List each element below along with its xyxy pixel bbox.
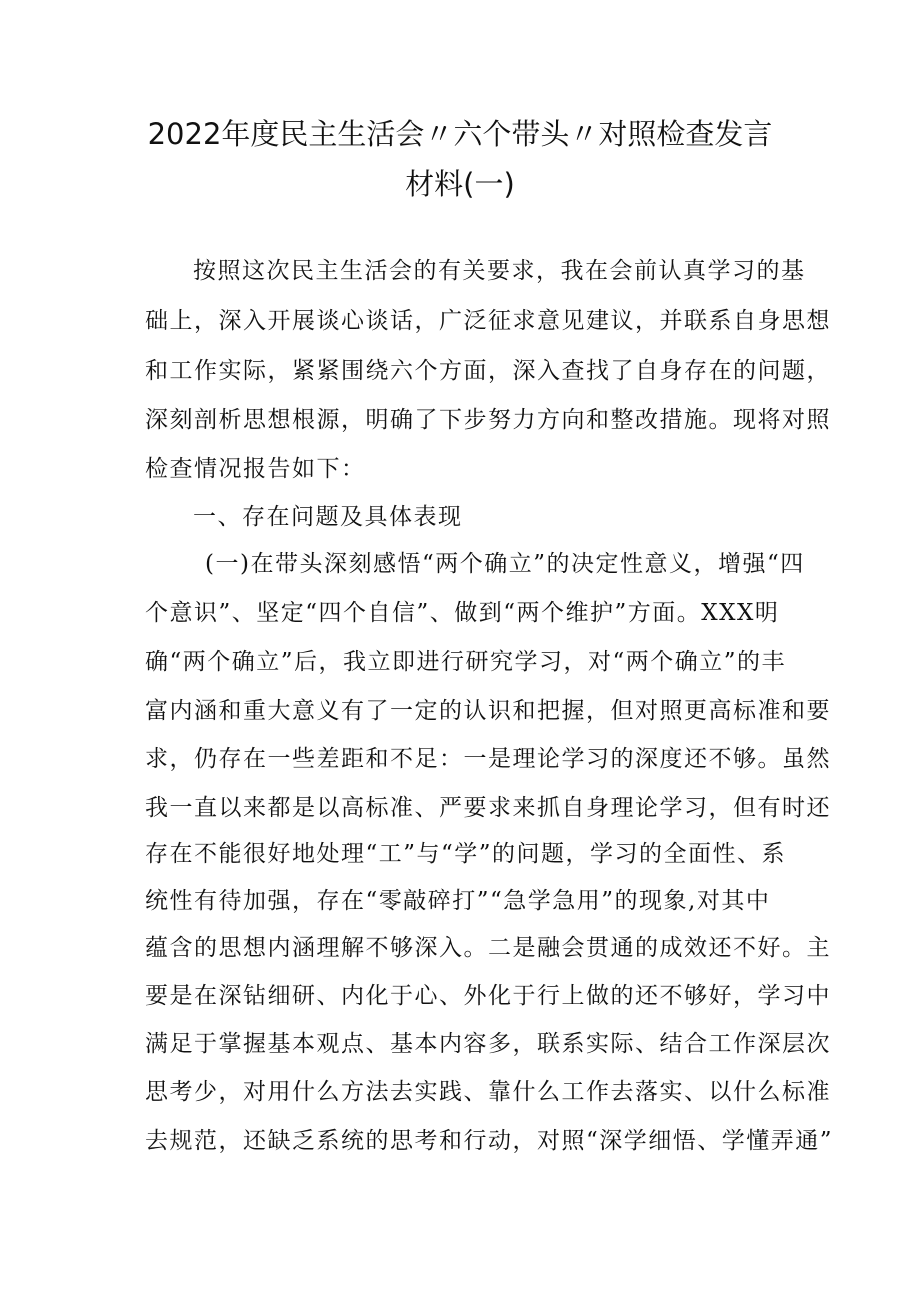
intro-paragraph-line-2: 础上，深入开展谈心谈话，广泛征求意见建议，并联系自身思想 — [145, 308, 831, 334]
section-heading-1: 一、存在问题及具体表现 — [193, 504, 463, 530]
document-title-line-1: 2022年度民主生活会〃六个带头〃对照检查发言 — [147, 117, 773, 151]
subsection-1-line-3: 确“两个确立”后，我立即进行研究学习，对“两个确立”的丰 — [145, 649, 787, 675]
intro-paragraph-line-1: 按照这次民主生活会的有关要求，我在会前认真学习的基 — [193, 258, 806, 284]
subsection-1-line-13: 去规范，还缺乏系统的思考和行动，对照“深学细悟、学懂弄通” — [145, 1128, 834, 1154]
subsection-1-line-5: 求，仍存在一些差距和不足：一是理论学习的深度还不够。虽然 — [145, 746, 831, 772]
intro-paragraph-line-5: 检查情况报告如下： — [145, 456, 366, 482]
subsection-1-line-2: 个意识”、坚定“四个自信”、做到“两个维护”方面。XXX明 — [145, 600, 780, 626]
subsection-1-line-6: 我一直以来都是以高标准、严要求来抓自身理论学习，但有时还 — [145, 795, 831, 821]
subsection-1-line-12: 思考少，对用什么方法去实践、靠什么工作去落实、以什么标准 — [145, 1079, 831, 1105]
subsection-1-line-10: 要是在深钻细研、内化于心、外化于行上做的还不够好，学习中 — [145, 983, 831, 1009]
document-title-line-2: 材料(一) — [405, 167, 515, 201]
subsection-1-line-9: 蕴含的思想内涵理解不够深入。二是融会贯通的成效还不好。主 — [145, 935, 831, 961]
intro-paragraph-line-3: 和工作实际，紧紧围绕六个方面，深入查找了自身存在的问题， — [145, 358, 831, 384]
subsection-1-line-1: (一)在带头深刻感悟“两个确立”的决定性意义，增强“四 — [205, 551, 805, 577]
subsection-1-line-8: 统性有待加强，存在“零敲碎打”“急学急用”的现象,对其中 — [145, 888, 771, 914]
intro-paragraph-line-4: 深刻剖析思想根源，明确了下步努力方向和整改措施。现将对照 — [145, 407, 831, 433]
subsection-1-line-4: 富内涵和重大意义有了一定的认识和把握，但对照更高标准和要 — [145, 698, 831, 724]
subsection-1-line-11: 满足于掌握基本观点、基本内容多，联系实际、结合工作深层次 — [145, 1031, 831, 1057]
subsection-1-line-7: 存在不能很好地处理“工”与“学”的问题，学习的全面性、系 — [145, 841, 787, 867]
